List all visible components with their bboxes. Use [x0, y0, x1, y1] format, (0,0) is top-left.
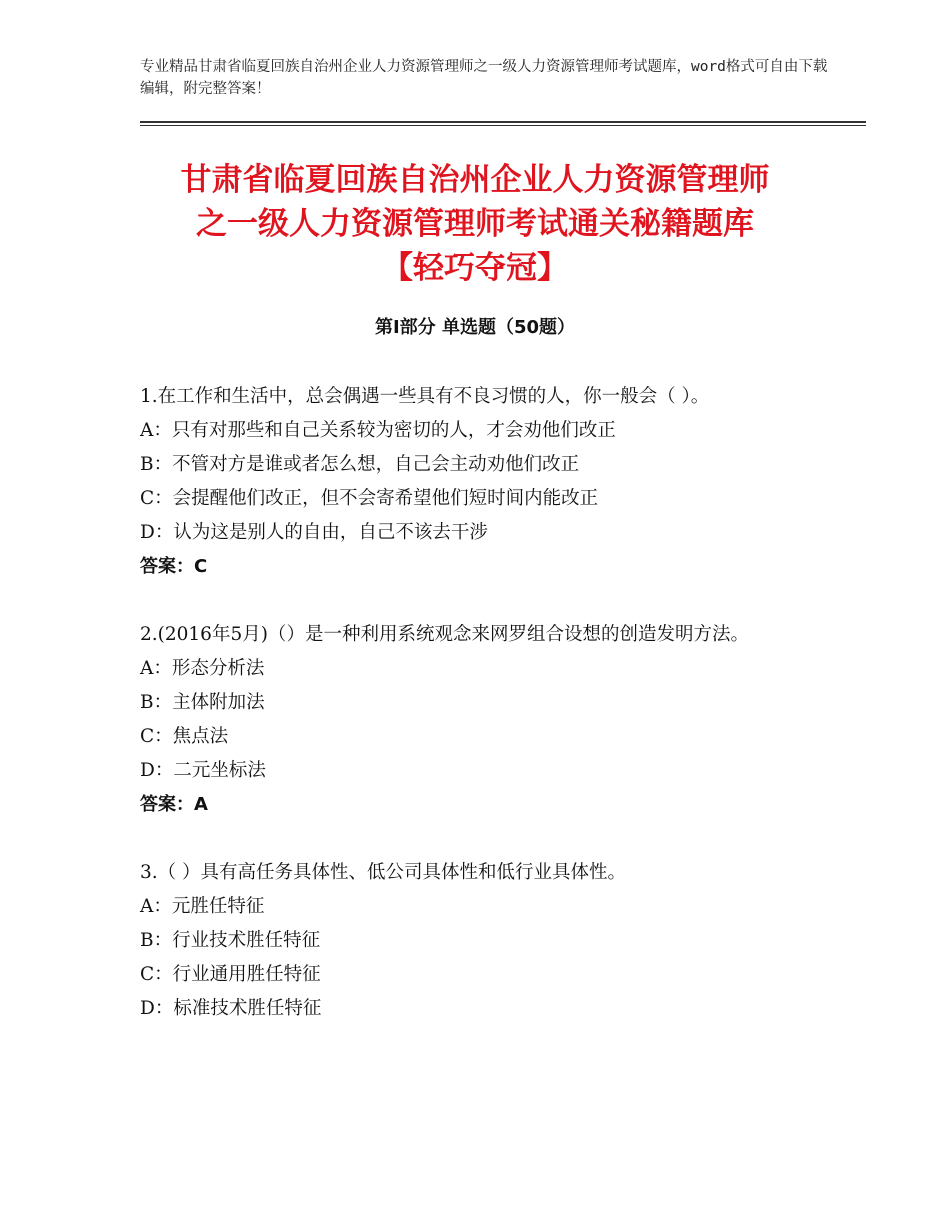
- question-stem: 3.（ ）具有高任务具体性、低公司具体性和低行业具体性。: [140, 862, 627, 883]
- option-d: D：二元坐标法: [140, 760, 266, 781]
- question-list: [140, 380, 840, 1060]
- option-a: A：元胜任特征: [140, 896, 265, 917]
- option-b: B：行业技术胜任特征: [140, 930, 321, 951]
- question-stem: 1.在工作和生活中，总会偶遇一些具有不良习惯的人，你一般会（ ）。: [140, 386, 710, 407]
- section-heading: 第Ⅰ部分 单选题（50题）: [374, 317, 575, 338]
- answer: 答案：C: [140, 556, 208, 577]
- header-divider-thin: [140, 125, 866, 126]
- question-2: [140, 618, 840, 822]
- header-note: 专业精品甘肃省临夏回族自治州企业人力资源管理师之一级人力资源管理师考试题库，word格式可自由下载编辑，附完整答案！: [140, 59, 828, 97]
- question-3: [140, 856, 840, 1026]
- option-d: D：标准技术胜任特征: [140, 998, 322, 1019]
- option-a: A：只有对那些和自己关系较为密切的人，才会劝他们改正: [140, 420, 616, 441]
- option-b: B：主体附加法: [140, 692, 265, 713]
- option-c: C：焦点法: [140, 726, 229, 747]
- option-d: D：认为这是别人的自由，自己不该去干涉: [140, 522, 488, 543]
- title-line-3: 【轻巧夺冠】: [382, 250, 568, 286]
- option-c: C：会提醒他们改正，但不会寄希望他们短时间内能改正: [140, 488, 599, 509]
- question-1: [140, 380, 840, 584]
- question-stem: 2.(2016年5月)（）是一种利用系统观念来网罗组合设想的创造发明方法。: [140, 624, 749, 645]
- option-b: B：不管对方是谁或者怎么想，自己会主动劝他们改正: [140, 454, 580, 475]
- title-line-2: 之一级人力资源管理师考试通关秘籍题库: [196, 206, 754, 242]
- header-divider-thick: [140, 121, 866, 123]
- title-line-1: 甘肃省临夏回族自治州企业人力资源管理师: [180, 162, 770, 198]
- option-a: A：形态分析法: [140, 658, 265, 679]
- option-c: C：行业通用胜任特征: [140, 964, 321, 985]
- document-title: [100, 158, 850, 290]
- answer: 答案：A: [140, 794, 208, 815]
